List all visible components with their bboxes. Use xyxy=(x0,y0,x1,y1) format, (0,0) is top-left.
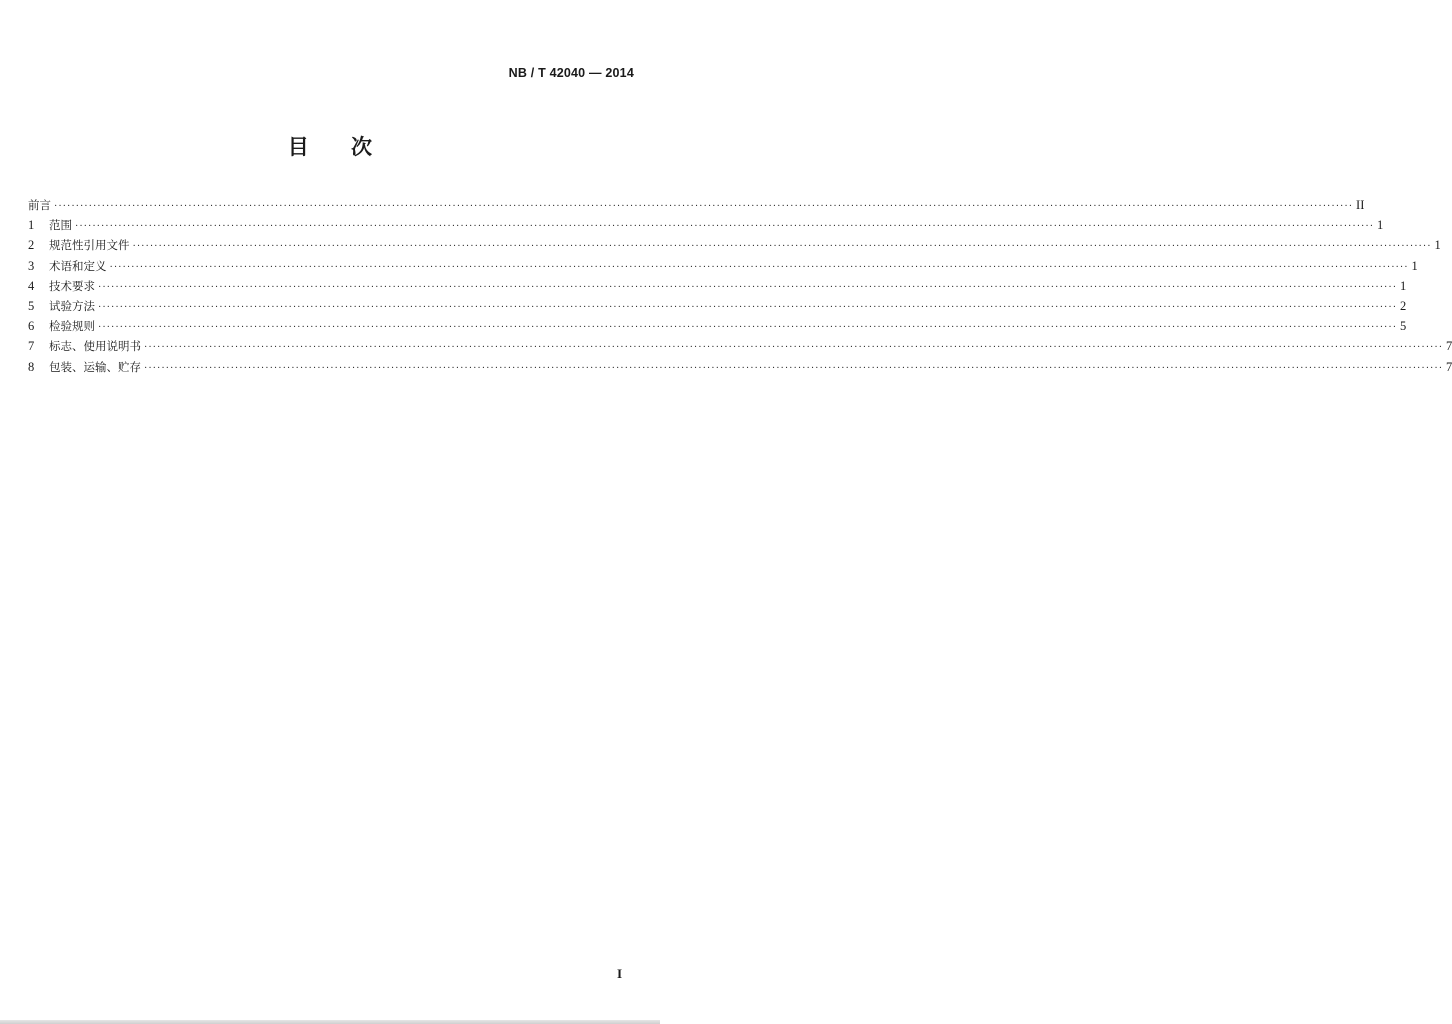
toc-entry-8[interactable] xyxy=(28,357,1452,377)
toc-entry-foreword[interactable] xyxy=(28,195,1365,215)
toc-entry-label: 技术要求 xyxy=(49,278,95,293)
toc-leader-dots: ············································································································································································································································································································ xyxy=(144,342,1444,354)
page-title xyxy=(0,131,660,161)
standard-code: NB / T 42040 — 2014 xyxy=(508,66,634,80)
toc-entry-number: 8 xyxy=(28,359,35,374)
toc-leader-dots: ············································································································································································································································································································ xyxy=(75,221,1375,233)
toc-leader-dots: ············································································································································································································································································································ xyxy=(98,281,1398,293)
toc-entry-label: 术语和定义 xyxy=(49,258,107,273)
toc-entry-7[interactable] xyxy=(28,336,1452,356)
toc-entry-number: 5 xyxy=(28,298,35,313)
title-char-1: 目 xyxy=(287,135,309,159)
toc-entry-2[interactable] xyxy=(28,235,1441,255)
toc-entry-page: 7 xyxy=(1446,359,1452,374)
toc-entry-6[interactable] xyxy=(28,316,1407,336)
toc-entry-label: 检验规则 xyxy=(49,319,95,334)
toc-leader-dots: ············································································································································································································································································································ xyxy=(54,201,1354,212)
toc-entry-3[interactable] xyxy=(28,256,1418,276)
toc-entry-number: 3 xyxy=(28,258,35,273)
toc-entry-page: 1 xyxy=(1400,278,1407,293)
toc-entry-4[interactable] xyxy=(28,276,1407,296)
toc-entry-number: 6 xyxy=(28,319,35,334)
toc-entry-page: 5 xyxy=(1400,319,1407,334)
toc-entry-label: 前言 xyxy=(28,198,51,212)
toc-entry-page: 7 xyxy=(1446,339,1452,354)
toc-entry-number: 1 xyxy=(28,218,35,233)
toc-entry-label: 包装、运输、贮存 xyxy=(49,359,141,374)
toc-entry-1[interactable] xyxy=(28,215,1384,235)
toc-leader-dots: ············································································································································································································································································································ xyxy=(144,362,1444,374)
table-of-contents xyxy=(28,195,1452,377)
toc-leader-dots: ············································································································································································································································································································ xyxy=(98,301,1398,313)
toc-entry-label: 范围 xyxy=(49,218,72,233)
toc-entry-5[interactable] xyxy=(28,296,1407,316)
toc-leader-dots: ············································································································································································································································································································ xyxy=(98,322,1398,334)
scan-bottom-edge xyxy=(0,1020,660,1024)
toc-leader-dots: ············································································································································································································································································································ xyxy=(132,241,1432,253)
toc-entry-page: 1 xyxy=(1434,238,1441,253)
toc-entry-page: 1 xyxy=(1377,218,1384,233)
title-char-2: 次 xyxy=(351,135,373,159)
page-number: I xyxy=(616,966,622,981)
toc-entry-page: 1 xyxy=(1411,258,1418,273)
toc-entry-label: 规范性引用文件 xyxy=(49,238,130,253)
toc-entry-label: 标志、使用说明书 xyxy=(49,339,141,354)
toc-entry-number: 7 xyxy=(28,339,35,354)
toc-entry-number: 2 xyxy=(28,238,35,253)
toc-entry-page: II xyxy=(1356,198,1365,212)
toc-leader-dots: ············································································································································································································································································································ xyxy=(109,261,1409,273)
toc-entry-page: 2 xyxy=(1400,298,1407,313)
toc-entry-label: 试验方法 xyxy=(49,298,95,313)
toc-entry-number: 4 xyxy=(28,278,35,293)
